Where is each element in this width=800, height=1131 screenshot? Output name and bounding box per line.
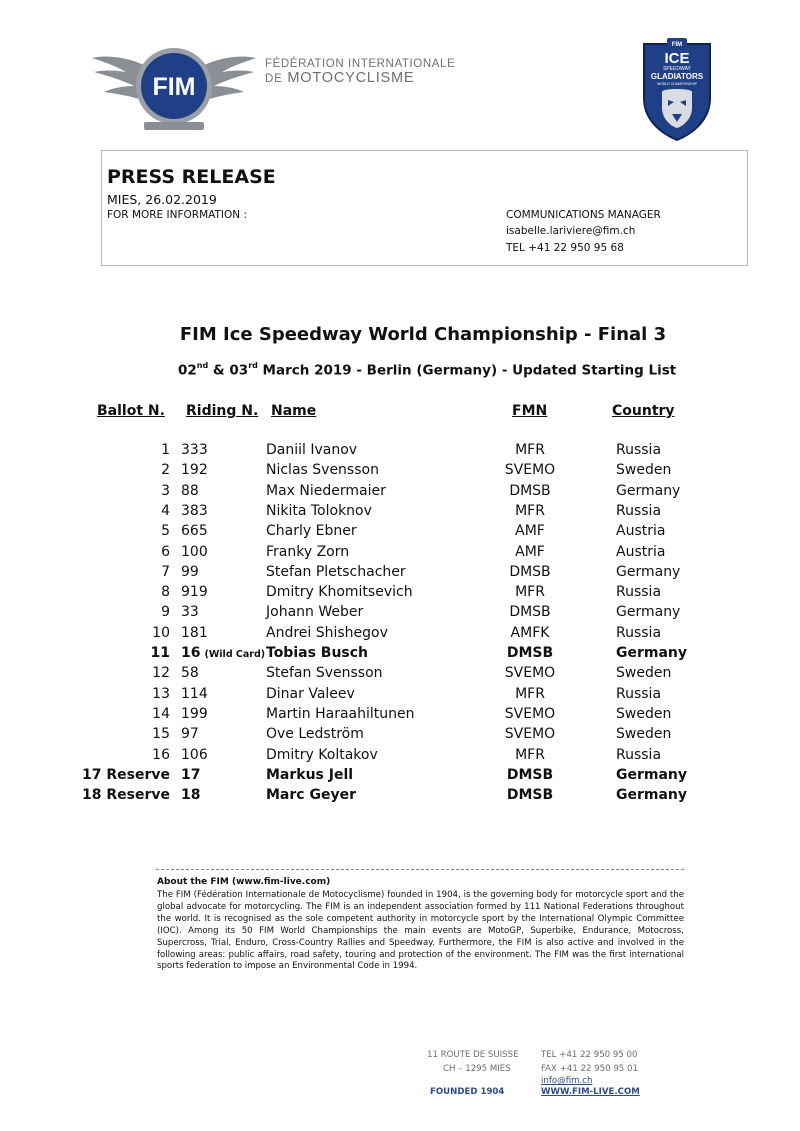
riding-cell-text: 99 bbox=[181, 563, 199, 580]
riding-cell-text: 106 bbox=[181, 746, 208, 763]
name-cell bbox=[266, 442, 357, 458]
riding-cell-text: 33 bbox=[181, 604, 199, 621]
country-cell-text: Germany bbox=[616, 563, 681, 580]
table-row bbox=[0, 787, 800, 807]
table-row bbox=[0, 686, 800, 706]
country-cell bbox=[616, 706, 671, 722]
fmn-cell-text: DMSB bbox=[509, 563, 551, 580]
country-cell-text: Russia bbox=[616, 442, 662, 458]
ballot-cell-text: 15 bbox=[152, 726, 170, 743]
riding-cell bbox=[181, 686, 208, 702]
fmn-cell-text: DMSB bbox=[509, 604, 551, 621]
name-cell-text: Marc Geyer bbox=[266, 787, 356, 804]
ballot-cell bbox=[161, 462, 170, 478]
ice-logo-top: FIM bbox=[671, 42, 683, 48]
fmn-cell-text: AMF bbox=[515, 523, 545, 540]
fmn-cell bbox=[490, 442, 570, 458]
fmn-cell-text: DMSB bbox=[509, 482, 551, 499]
riding-cell bbox=[181, 442, 208, 458]
fmn-cell-text: SVEMO bbox=[504, 665, 556, 682]
ice-logo-word2: SPEEDWAY bbox=[663, 66, 691, 72]
subtitle-sup1: nd bbox=[196, 361, 209, 370]
country-cell bbox=[616, 726, 671, 742]
fmn-cell bbox=[490, 462, 570, 478]
about-text: The FIM (Fédération Internationale de Motocyclisme) founded in 1904, is the governing body for motorcycle sport and the global advocate for motorcycling. The FIM is an independent association formed by 111 National Federations throughout the world. It is recognised as the sole competent authority in motorcycle sport by the International Olympic Committee (IOC). Among its 50 FIM World Championships the main events are MotoGP, Superbike, Endurance, Motocross, Supercross, Trial, Enduro, Cross-Country Rallies and Speedway. Furthermore, the FIM is also active and involved in the following areas: public affairs, road safety, touring and protection of the environment. The FIM was the first international sports federation to impose an Environmental Code in 1994. bbox=[157, 890, 684, 972]
fmn-cell-text: MFR bbox=[515, 746, 545, 763]
country-cell-text: Germany bbox=[616, 787, 688, 804]
fmn-cell-text: DMSB bbox=[506, 787, 554, 804]
subtitle-rest: March 2019 - Berlin (Germany) - Updated Starting List bbox=[257, 362, 677, 379]
table-row bbox=[0, 706, 800, 726]
riding-cell bbox=[181, 564, 199, 580]
header-ballot: Ballot N. bbox=[97, 403, 165, 419]
table-row bbox=[0, 625, 800, 645]
table-row bbox=[0, 483, 800, 503]
name-cell-text: Dmitry Koltakov bbox=[266, 746, 378, 763]
address-line1: 11 ROUTE DE SUISSE bbox=[427, 1050, 519, 1060]
fmn-cell bbox=[490, 726, 570, 742]
country-cell bbox=[616, 665, 671, 681]
name-cell-text: Markus Jell bbox=[266, 766, 354, 783]
country-cell-text: Austria bbox=[616, 543, 666, 560]
country-cell-text: Russia bbox=[616, 584, 662, 601]
name-cell bbox=[266, 462, 379, 478]
fmn-cell bbox=[490, 686, 570, 702]
name-cell-text: Ove Ledström bbox=[266, 726, 364, 743]
name-cell-text: Stefan Pletschacher bbox=[266, 563, 406, 580]
country-cell-text: Germany bbox=[616, 482, 681, 499]
name-cell bbox=[266, 767, 353, 783]
press-release-title: PRESS RELEASE bbox=[107, 166, 276, 188]
fmn-cell-text: SVEMO bbox=[504, 705, 556, 722]
subtitle-day1: 02 bbox=[178, 362, 197, 379]
ballot-cell-text: 6 bbox=[161, 543, 170, 560]
more-info-label: FOR MORE INFORMATION : bbox=[107, 209, 248, 221]
country-cell bbox=[616, 564, 680, 580]
ballot-cell bbox=[152, 706, 170, 722]
country-cell-text: Russia bbox=[616, 746, 662, 763]
riding-cell-text: 181 bbox=[181, 624, 208, 641]
table-row bbox=[0, 584, 800, 604]
table-row bbox=[0, 604, 800, 624]
country-cell-text: Germany bbox=[616, 645, 688, 661]
country-cell bbox=[616, 584, 661, 600]
fmn-cell-text: DMSB bbox=[506, 766, 554, 783]
country-cell-text: Germany bbox=[616, 604, 681, 621]
fmn-cell-text: MFR bbox=[515, 442, 545, 458]
riding-cell-text: 383 bbox=[181, 502, 208, 519]
riding-cell bbox=[181, 483, 199, 499]
riding-cell-text: 97 bbox=[181, 726, 199, 743]
ballot-cell bbox=[152, 747, 170, 763]
name-cell-text: Franky Zorn bbox=[266, 543, 350, 560]
contact-email[interactable]: isabelle.lariviere@fim.ch bbox=[506, 225, 636, 237]
contact-role: COMMUNICATIONS MANAGER bbox=[506, 209, 661, 221]
table-row bbox=[0, 726, 800, 746]
riding-cell bbox=[181, 767, 200, 783]
table-row bbox=[0, 462, 800, 482]
header-name: Name bbox=[271, 403, 317, 419]
ballot-cell-text: 16 bbox=[152, 746, 170, 763]
country-cell bbox=[616, 787, 687, 803]
riding-cell-text: 665 bbox=[181, 523, 208, 540]
fmn-cell bbox=[490, 787, 570, 803]
country-cell-text: Sweden bbox=[616, 726, 672, 743]
table-row bbox=[0, 503, 800, 523]
table-row bbox=[0, 544, 800, 564]
fim-org-name bbox=[265, 58, 455, 86]
riding-cell bbox=[181, 625, 208, 641]
header-fmn: FMN bbox=[512, 403, 548, 419]
table-row bbox=[0, 747, 800, 767]
riding-cell bbox=[181, 462, 208, 478]
country-cell bbox=[616, 442, 661, 458]
country-cell bbox=[616, 625, 661, 641]
country-cell bbox=[616, 747, 661, 763]
country-cell-text: Germany bbox=[616, 766, 688, 783]
country-cell-text: Sweden bbox=[616, 705, 672, 722]
org-line2-de: DE bbox=[265, 73, 283, 85]
about-title: About the FIM (www.fim-live.com) bbox=[157, 877, 331, 887]
event-subtitle bbox=[178, 362, 676, 379]
name-cell bbox=[266, 686, 355, 702]
country-cell-text: Russia bbox=[616, 624, 662, 641]
table-row bbox=[0, 564, 800, 584]
riding-cell bbox=[181, 503, 208, 519]
fim-logo bbox=[90, 38, 258, 134]
fmn-cell bbox=[490, 604, 570, 620]
country-cell bbox=[616, 523, 665, 539]
ballot-cell bbox=[161, 523, 170, 539]
fmn-cell bbox=[490, 767, 570, 783]
riding-cell bbox=[181, 523, 208, 539]
table-row bbox=[0, 645, 800, 665]
country-cell bbox=[616, 503, 661, 519]
name-cell bbox=[266, 483, 386, 499]
name-cell-text: Martin Haraahiltunen bbox=[266, 705, 415, 722]
riding-cell-text: 17 bbox=[181, 766, 201, 783]
ballot-cell bbox=[151, 645, 170, 661]
ballot-cell-text: 7 bbox=[161, 563, 170, 580]
ballot-cell-text: 9 bbox=[161, 604, 170, 621]
riding-cell bbox=[181, 747, 208, 763]
fmn-cell-text: DMSB bbox=[506, 645, 554, 661]
country-cell-text: Sweden bbox=[616, 665, 672, 682]
name-cell bbox=[266, 604, 363, 620]
riding-cell-text: 100 bbox=[181, 543, 208, 560]
ballot-cell-text: 12 bbox=[152, 665, 170, 682]
ballot-cell bbox=[82, 787, 170, 803]
name-cell bbox=[266, 584, 413, 600]
ice-logo-word1: ICE bbox=[664, 50, 690, 67]
fmn-cell bbox=[490, 523, 570, 539]
fmn-cell bbox=[490, 503, 570, 519]
ballot-cell-text: 4 bbox=[161, 502, 170, 519]
country-cell bbox=[616, 483, 680, 499]
org-line2 bbox=[265, 70, 455, 86]
header-country: Country bbox=[612, 403, 675, 419]
riding-cell-text: 88 bbox=[181, 482, 199, 499]
name-cell-text: Johann Weber bbox=[266, 604, 364, 621]
riding-cell-text: 919 bbox=[181, 584, 208, 601]
riding-cell bbox=[181, 787, 200, 803]
riding-cell bbox=[181, 665, 199, 681]
name-cell-text: Tobias Busch bbox=[266, 645, 369, 661]
ballot-cell-text: 8 bbox=[161, 584, 170, 601]
name-cell-text: Andrei Shishegov bbox=[266, 624, 388, 641]
name-cell-text: Stefan Svensson bbox=[266, 665, 383, 682]
address-line2: CH – 1295 MIES bbox=[443, 1064, 511, 1074]
fmn-cell-text: MFR bbox=[515, 685, 545, 702]
contact-tel: TEL +41 22 950 95 68 bbox=[506, 242, 624, 254]
table-row bbox=[0, 442, 800, 462]
fmn-cell bbox=[490, 564, 570, 580]
ballot-cell bbox=[152, 726, 170, 742]
subtitle-sup2: rd bbox=[248, 361, 258, 370]
ice-speedway-logo bbox=[640, 38, 714, 142]
org-line1: FÉDÉRATION INTERNATIONALE bbox=[265, 58, 456, 70]
riding-cell-text: 16 bbox=[181, 645, 201, 661]
name-cell bbox=[266, 747, 378, 763]
riding-cell bbox=[181, 544, 208, 560]
name-cell-text: Daniil Ivanov bbox=[266, 442, 358, 458]
name-cell-text: Dinar Valeev bbox=[266, 685, 355, 702]
header-riding: Riding N. bbox=[186, 403, 259, 419]
fmn-cell bbox=[490, 625, 570, 641]
wildcard-note: (Wild Card) bbox=[204, 649, 266, 660]
riding-cell bbox=[181, 584, 208, 600]
ballot-cell bbox=[161, 544, 170, 560]
fmn-cell bbox=[490, 544, 570, 560]
riding-cell-text: 192 bbox=[181, 462, 208, 479]
ballot-cell bbox=[161, 584, 170, 600]
event-title: FIM Ice Speedway World Championship - Final 3 bbox=[179, 324, 667, 345]
footer-tel: TEL +41 22 950 95 00 bbox=[541, 1050, 638, 1060]
fmn-cell bbox=[490, 483, 570, 499]
ballot-cell-text: 1 bbox=[161, 442, 170, 458]
riding-cell bbox=[181, 604, 199, 620]
ballot-cell bbox=[161, 604, 170, 620]
subtitle-amp: & 03 bbox=[208, 362, 249, 379]
press-release-date: MIES, 26.02.2019 bbox=[107, 192, 217, 207]
footer-fax: FAX +41 22 950 95 01 bbox=[541, 1064, 638, 1074]
ballot-cell bbox=[161, 503, 170, 519]
ballot-cell-text: 3 bbox=[161, 482, 170, 499]
name-cell-text: Charly Ebner bbox=[266, 523, 357, 540]
country-cell bbox=[616, 767, 687, 783]
ballot-cell-text: 18 Reserve bbox=[82, 787, 170, 804]
fmn-cell bbox=[490, 706, 570, 722]
ice-logo-word3: GLADIATORS bbox=[650, 72, 704, 81]
country-cell-text: Sweden bbox=[616, 462, 672, 479]
name-cell-text: Nikita Toloknov bbox=[266, 502, 372, 519]
ballot-cell bbox=[152, 665, 170, 681]
fmn-cell-text: SVEMO bbox=[504, 726, 556, 743]
country-cell bbox=[616, 544, 665, 560]
ballot-cell-text: 14 bbox=[152, 705, 170, 722]
riding-cell bbox=[181, 645, 265, 661]
country-cell bbox=[616, 686, 661, 702]
ballot-cell bbox=[152, 686, 170, 702]
table-row bbox=[0, 523, 800, 543]
ballot-cell-text: 17 Reserve bbox=[82, 766, 170, 783]
footer-email-link[interactable]: info@fim.ch bbox=[541, 1076, 593, 1086]
riding-cell-text: 333 bbox=[181, 442, 208, 458]
riding-cell-text: 58 bbox=[181, 665, 199, 682]
name-cell-text: Niclas Svensson bbox=[266, 462, 379, 479]
fmn-cell bbox=[490, 665, 570, 681]
ballot-cell-text: 13 bbox=[152, 685, 170, 702]
fmn-cell-text: MFR bbox=[515, 502, 545, 519]
ballot-cell-text: 2 bbox=[161, 462, 170, 479]
fmn-cell-text: SVEMO bbox=[504, 462, 556, 479]
about-divider bbox=[156, 869, 684, 870]
fmn-cell-text: AMFK bbox=[510, 624, 550, 641]
name-cell bbox=[266, 645, 368, 661]
table-row bbox=[0, 767, 800, 787]
name-cell bbox=[266, 726, 364, 742]
ballot-cell-text: 11 bbox=[150, 645, 170, 661]
name-cell bbox=[266, 503, 372, 519]
name-cell bbox=[266, 625, 388, 641]
fmn-cell-text: MFR bbox=[515, 584, 545, 601]
country-cell bbox=[616, 604, 680, 620]
country-cell-text: Austria bbox=[616, 523, 666, 540]
ballot-cell bbox=[161, 442, 170, 458]
ballot-cell bbox=[82, 767, 170, 783]
country-cell bbox=[616, 462, 671, 478]
name-cell bbox=[266, 564, 406, 580]
footer-web-link[interactable]: WWW.FIM-LIVE.COM bbox=[541, 1087, 640, 1097]
fmn-cell-text: AMF bbox=[515, 543, 545, 560]
riding-cell-text: 18 bbox=[181, 787, 201, 804]
riding-cell bbox=[181, 706, 208, 722]
fmn-cell bbox=[490, 584, 570, 600]
ballot-cell bbox=[152, 625, 170, 641]
founded-year: FOUNDED 1904 bbox=[430, 1087, 505, 1097]
country-cell bbox=[616, 645, 687, 661]
country-cell-text: Russia bbox=[616, 502, 662, 519]
fmn-cell bbox=[490, 747, 570, 763]
name-cell-text: Max Niedermaier bbox=[266, 482, 386, 499]
name-cell bbox=[266, 544, 349, 560]
org-line2-main: MOTOCYCLISME bbox=[287, 70, 415, 86]
fim-logo-text: FIM bbox=[152, 73, 196, 101]
ballot-cell-text: 10 bbox=[152, 624, 170, 641]
ballot-cell-text: 5 bbox=[161, 523, 170, 540]
ballot-cell bbox=[161, 564, 170, 580]
riding-cell bbox=[181, 726, 199, 742]
riding-cell-text: 114 bbox=[181, 685, 208, 702]
name-cell bbox=[266, 523, 357, 539]
country-cell-text: Russia bbox=[616, 685, 662, 702]
name-cell bbox=[266, 787, 356, 803]
table-row bbox=[0, 665, 800, 685]
name-cell bbox=[266, 665, 383, 681]
ballot-cell bbox=[161, 483, 170, 499]
riding-cell-text: 199 bbox=[181, 705, 208, 722]
name-cell bbox=[266, 706, 415, 722]
fmn-cell bbox=[490, 645, 570, 661]
name-cell-text: Dmitry Khomitsevich bbox=[266, 584, 413, 601]
ice-logo-word4: WORLD CHAMPIONSHIP bbox=[657, 82, 697, 86]
